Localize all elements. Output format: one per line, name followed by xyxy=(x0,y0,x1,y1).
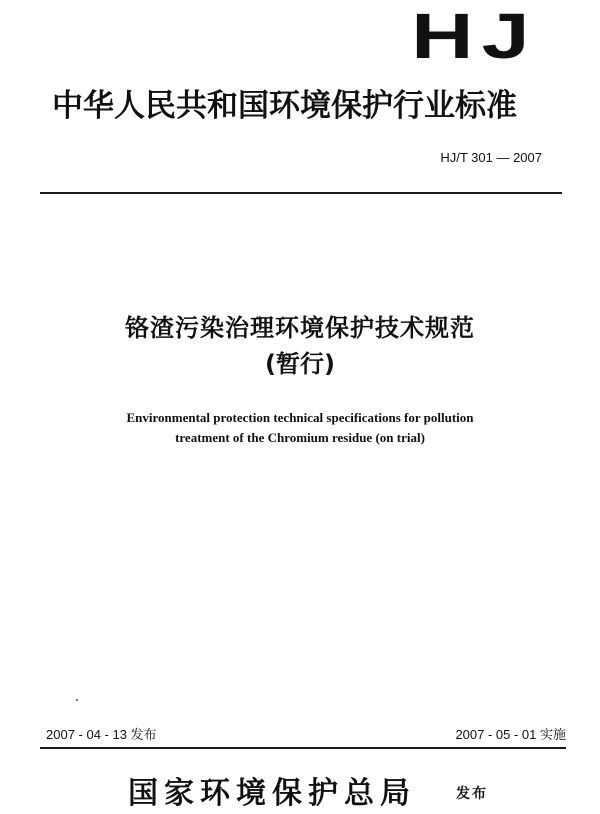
scan-speck xyxy=(76,699,78,701)
issuing-authority: 国家环境保护总局 xyxy=(128,776,416,811)
english-title-line-2: treatment of the Chromium residue (on trial) xyxy=(175,430,425,445)
english-title xyxy=(0,408,600,448)
document-title: 铬渣污染治理环境保护技术规范 xyxy=(125,314,475,342)
header-divider xyxy=(40,192,562,194)
standard-number: HJ/T 301 — 2007 xyxy=(440,150,542,165)
org-title: 中华人民共和国环境保护行业标准 xyxy=(52,88,517,124)
issue-date: 2007 - 04 - 13 发布 xyxy=(46,727,157,742)
issuing-authority-suffix: 发布 xyxy=(456,786,488,802)
document-subtitle: (暂行) xyxy=(265,350,335,378)
implementation-date: 2007 - 05 - 01 实施 xyxy=(455,727,566,742)
hj-logo: HJ xyxy=(411,0,538,72)
english-title-line-1: Environmental protection technical specifications for pollution xyxy=(126,410,474,425)
footer-divider xyxy=(40,747,566,749)
